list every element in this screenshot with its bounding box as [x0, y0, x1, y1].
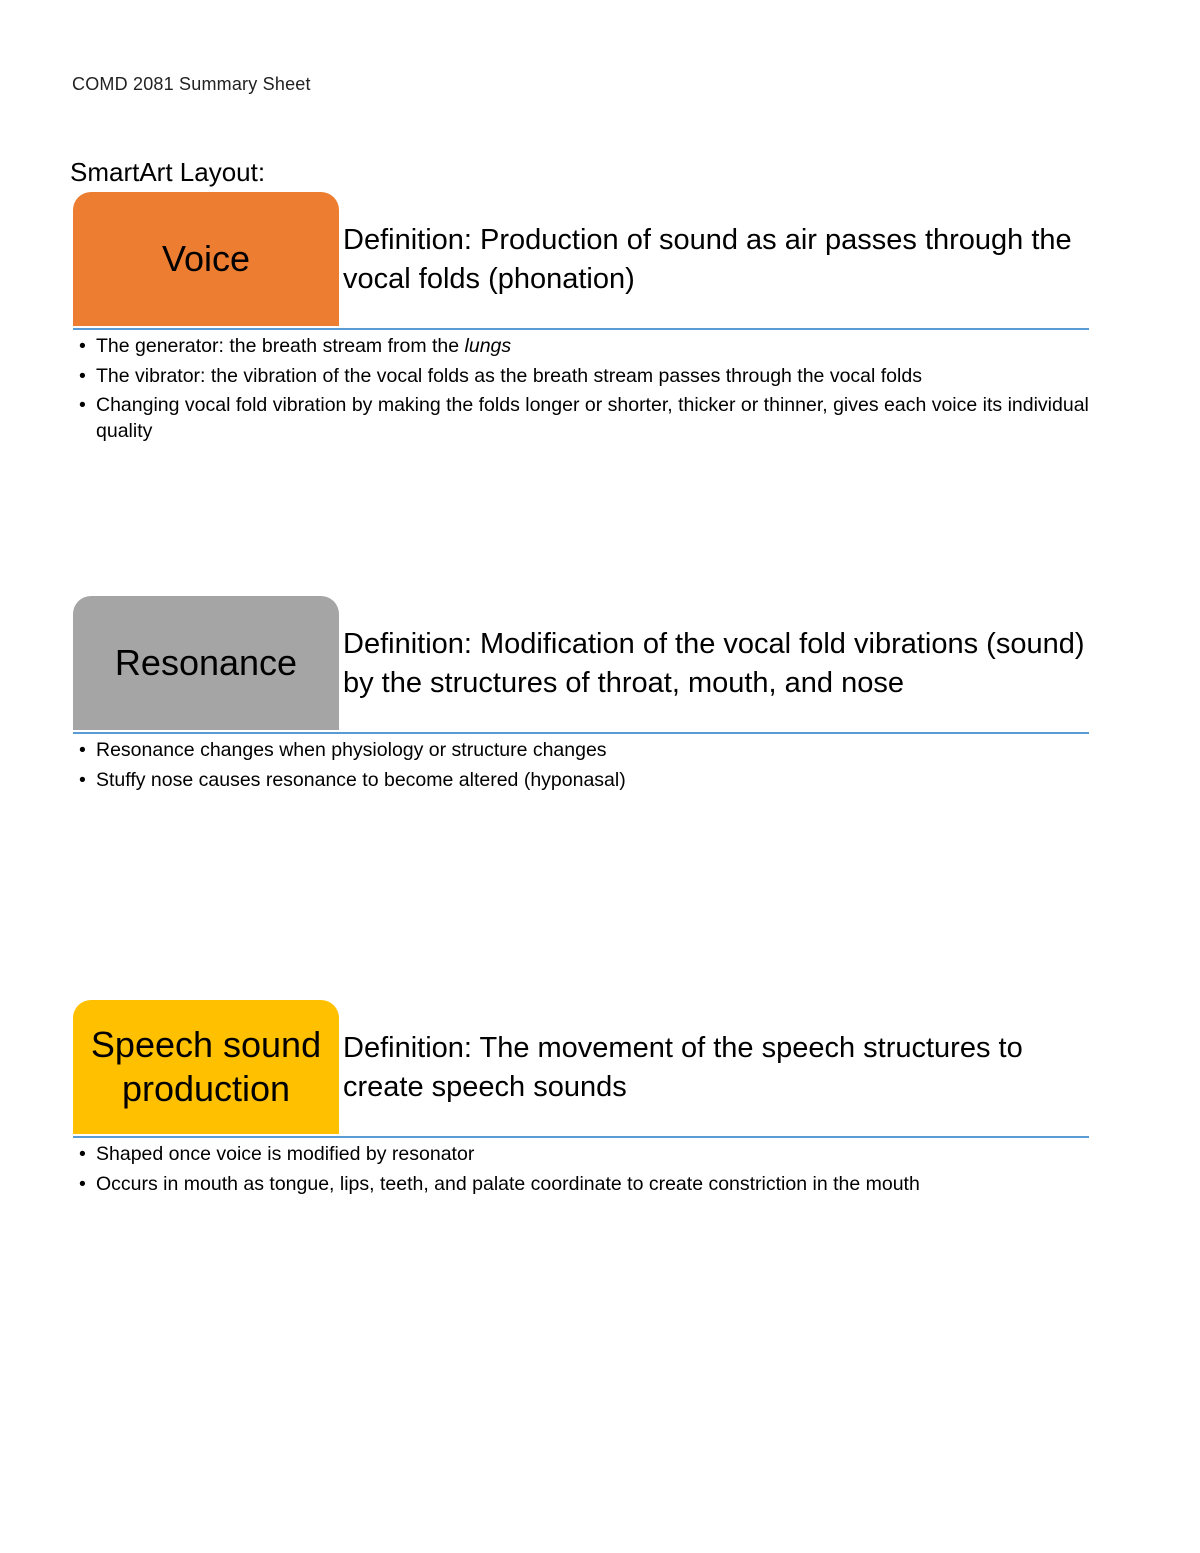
- bullet-text: The generator: the breath stream from the: [96, 335, 465, 357]
- voice-definition: [343, 192, 1085, 328]
- resonance-tile-title: Resonance: [114, 642, 298, 684]
- section-header-row: [73, 192, 1089, 330]
- bullet-text: Changing vocal fold vibration by making the folds longer or shorter, thicker or thinner, gives each voice its individual quality: [96, 394, 1089, 443]
- section-speech-sound-production: [73, 1000, 1089, 1201]
- resonance-definition-text: Definition: Modification of the vocal fold vibrations (sound) by the structures of throat, mouth, and nose: [343, 628, 1085, 699]
- list-item: [79, 768, 1089, 794]
- bullet-icon: •: [79, 739, 86, 761]
- list-item: [79, 738, 1089, 764]
- speech-sound-tile-title: Speech sound production: [90, 1024, 322, 1109]
- bullet-icon: •: [79, 394, 86, 417]
- document-header: COMD 2081 Summary Sheet: [72, 74, 311, 94]
- list-item: [79, 1142, 1089, 1168]
- bullet-icon: •: [79, 335, 86, 357]
- bullet-text: The vibrator: the vibration of the vocal folds as the breath stream passes through the vocal folds: [96, 364, 922, 387]
- resonance-tile: [73, 596, 339, 730]
- bullet-icon: •: [79, 1143, 86, 1165]
- bullet-text: Shaped once voice is modified by resonator: [96, 1143, 475, 1165]
- resonance-definition: [343, 596, 1085, 732]
- voice-tile-title: Voice: [161, 238, 251, 280]
- voice-tile: [73, 192, 339, 326]
- speech-sound-bullet-list: [73, 1142, 1089, 1197]
- voice-bullet-list: [73, 334, 1089, 445]
- speech-sound-tile: [73, 1000, 339, 1134]
- bullet-icon: •: [79, 1172, 86, 1195]
- section-header-row: [73, 596, 1089, 734]
- bullet-icon: •: [79, 364, 86, 387]
- section-header-row: [73, 1000, 1089, 1138]
- bullet-icon: •: [79, 768, 86, 791]
- bullet-emphasis: lungs: [464, 335, 512, 357]
- bullet-text: Resonance changes when physiology or structure changes: [96, 739, 607, 761]
- list-item: [79, 1172, 1089, 1198]
- smartart-layout-label: SmartArt Layout:: [70, 157, 266, 187]
- voice-definition-text: Definition: Production of sound as air passes through the vocal folds (phonation): [343, 224, 1072, 295]
- section-voice: [73, 192, 1089, 449]
- list-item: [79, 364, 1089, 390]
- list-item: [79, 393, 1089, 444]
- list-item: [79, 334, 1089, 360]
- bullet-text: Stuffy nose causes resonance to become altered (hyponasal): [96, 768, 626, 791]
- resonance-bullet-list: [73, 738, 1089, 793]
- bullet-text: Occurs in mouth as tongue, lips, teeth, and palate coordinate to create constriction in the mouth: [96, 1172, 920, 1195]
- section-resonance: [73, 596, 1089, 797]
- speech-sound-definition-text: Definition: The movement of the speech structures to create speech sounds: [343, 1032, 1023, 1103]
- speech-sound-definition: [343, 1000, 1085, 1136]
